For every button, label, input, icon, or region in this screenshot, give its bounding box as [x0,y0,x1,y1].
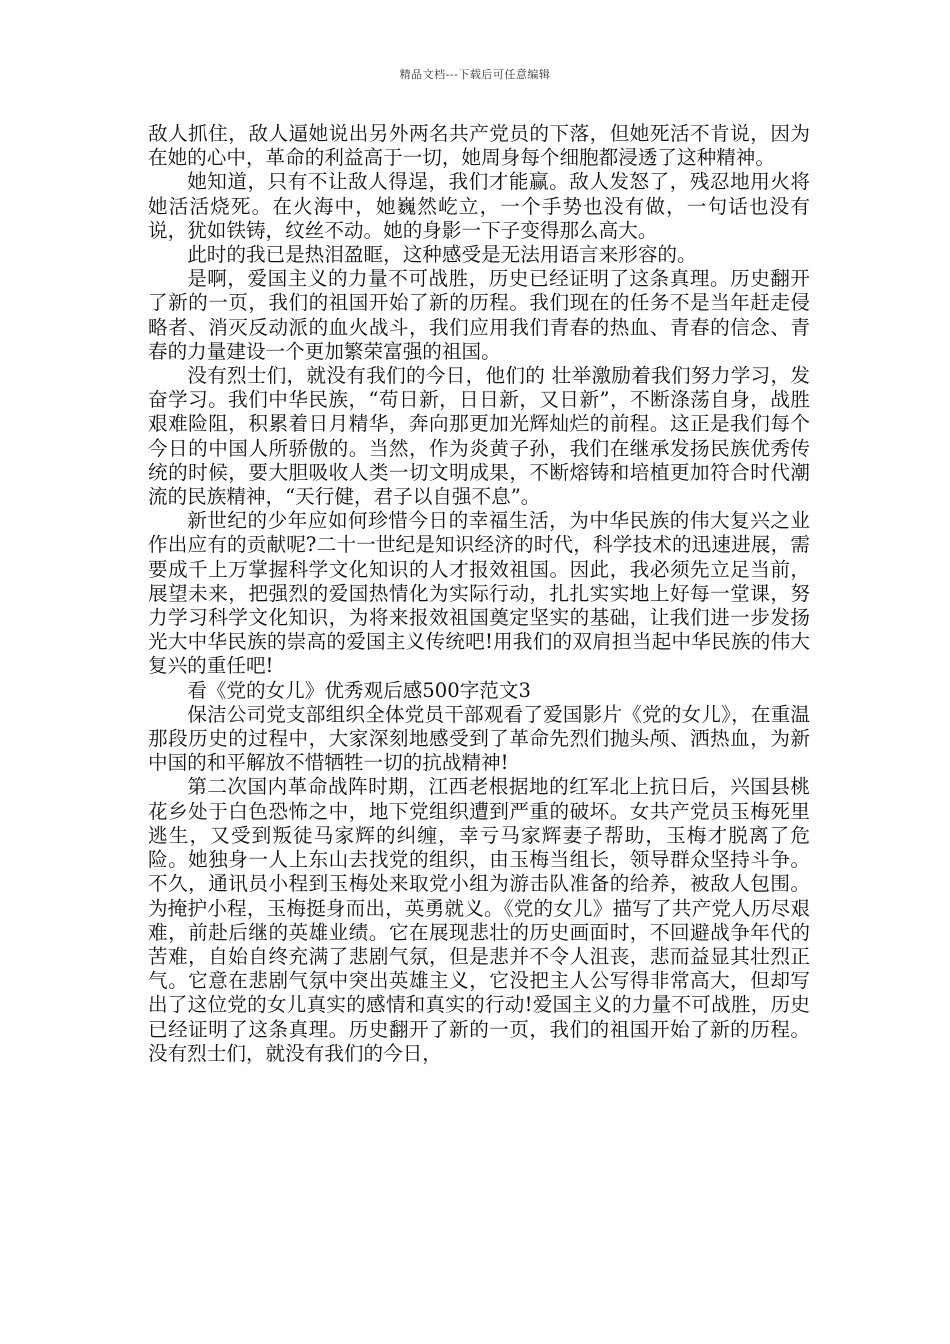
paragraph-3: 此时的我已是热泪盈眶，这种感受是无法用语言来形容的。 [187,243,697,267]
paragraph-2: 她知道，只有不让敌人得逞，我们才能赢。敌人发怒了，残忍地用火将她活活烧死。在火海中，她巍然屹立，一个手势也没有做，一句话也没有说，犹如铁铸，纹丝不动。她的身影一下子变得那么高大。 [148,170,810,242]
paragraph-5: 没有烈士们，就没有我们的今日，他们的 壮举激励着我们努力学习，发奋学习。我们中华民族，“苟日新，日日新，又日新”，不断涤荡自身，战胜艰难险阻，积累着日月精华，奔向那更加光辉灿烂的前程。这正是我们每个今日的中国人所骄傲的。当然，作为炎黄子孙，我们在继承发扬民族优秀传统的时候，要大胆吸收人类一切文明成果，不断熔铸和培植更加符合时代潮流的民族精神，“天行健，君子以自强不息”。 [148,364,810,509]
paragraph-8: 第二次国内革命战阵时期，江西老根据地的红军北上抗日后，兴国县桃花乡处于白色恐怖之中，地下党组织遭到严重的破坏。女共产党员玉梅死里逃生，又受到叛徒马家辉的纠缠，幸亏马家辉妻子帮助，玉梅才脱离了危险。她独身一人上东山去找党的组织，由玉梅当组长，领导群众坚持斗争。不久，通讯员小程到玉梅处来取党小组为游击队准备的给养，被敌人包围。为掩护小程，玉梅挺身而出，英勇就义。《党的女儿》描写了共产党人历尽艰难，前赴后继的英雄业绩。它在展现悲壮的历史画面时，不回避战争年代的苦难，自始自终充满了悲剧气氛，但是悲并不令人沮丧，悲而益显其壮烈正气。它意在悲剧气氛中突出英雄主义，它没把主人公写得非常高大，但却写出了这位党的女儿真实的感情和真实的行动!爱国主义的力量不可战胜，历史已经证明了这条真理。历史翻开了新的一页，我们的祖国开始了新的历程。没有烈士们，就没有我们的今日， [148,775,810,1065]
paragraph-4: 是啊，爱国主义的力量不可战胜，历史已经证明了这条真理。历史翻开了新的一页，我们的祖国开始了新的历程。我们现在的任务不是当年赶走侵略者、消灭反动派的血火战斗，我们应用我们青春的热血、青春的信念、青春的力量建设一个更加繁荣富强的祖国。 [148,267,810,363]
paragraph-6: 新世纪的少年应如何珍惜今日的幸福生活，为中华民族的伟大复兴之业作出应有的贡献呢?二十一世纪是知识经济的时代，科学技术的迅速进展，需要成千上万掌握科学文化知识的人才报效祖国。因此，我必须先立足当前，展望未来，把强烈的爱国热情化为实际行动，扎扎实实地上好每一堂课，努力学习科学文化知识，为将来报效祖国奠定坚实的基础，让我们进一步发扬光大中华民族的崇高的爱国主义传统吧!用我们的双肩担当起中华民族的伟大复兴的重任吧! [148,509,810,678]
paragraph-1: 敌人抓住，敌人逼她说出另外两名共产党员的下落，但她死活不肯说，因为在她的心中，革命的利益高于一切，她周身每个细胞都浸透了这种精神。 [148,122,810,170]
section-title: 看《党的女儿》优秀观后感500字范文3 [187,678,531,702]
page-header: 精品文档---下载后可任意编辑 [399,68,551,81]
document-body [148,122,810,1066]
paragraph-7: 保洁公司党支部组织全体党员干部观看了爱国影片《党的女儿》，在重温那段历史的过程中，大家深刻地感受到了革命先烈们抛头颅、洒热血，为新中国的和平解放不惜牺牲一切的抗战精神! [148,702,810,775]
